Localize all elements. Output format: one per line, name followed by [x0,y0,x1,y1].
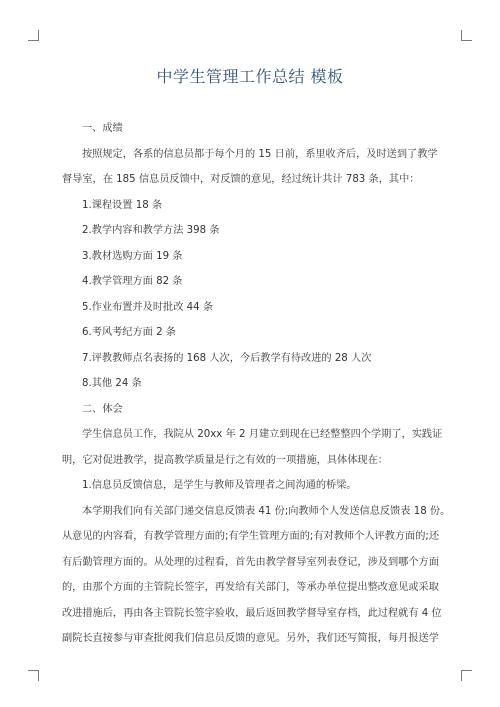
paragraph-line: 按照规定，各系的信息员都于每个月的 15 日前，系里收齐后，及时送到了教学 [82,148,438,160]
point-item: 1.信息员反馈信息，是学生与教师及管理者之间沟通的桥梁。 [82,480,357,491]
paragraph-line: 明，它对促进教学，提高教学质量是行之有效的一项措施，具体体现在： [62,454,388,466]
paragraph-line: 改进措施后，再由各主管院长签字验收，最后返回教学督导室存档，此过程就有 4 位 [62,607,442,619]
list-item: 5.作业布置并及时批改 44 条 [82,301,214,313]
paragraph-line: 副院长直接参与审查批阅我们信息员反馈的意见。另外，我们还写简报，每月报送学 [62,633,439,644]
list-item: 7.评教教师点名表扬的 168 人次，今后教学有待改进的 28 人次 [82,352,372,364]
paragraph-line: 有后勤管理方面的。从处理的过程看，首先由教学督导室列表登记，涉及到哪个方面 [62,556,439,568]
document-body [62,116,451,652]
corner-mark-bottom-right [461,670,472,681]
list-item: 4.教学管理方面 82 条 [82,276,183,287]
paragraph-line: 本学期我们向有关部门递交信息反馈表 41 份;向教师个人发送信息反馈表 18 份。 [82,505,451,517]
list-item: 6.考风考纪方面 2 条 [82,327,176,338]
section-heading-results: 一、成绩 [82,123,123,134]
corner-mark-top-right [461,30,472,41]
corner-mark-top-left [28,30,39,41]
paragraph-line: 学生信息员工作，我院从 20xx 年 2 月建立到现在已经整整四个学期了，实践证 [82,429,443,440]
list-item: 3.教材选购方面 19 条 [82,250,183,262]
paragraph-line: 从意见的内容看，有教学管理方面的;有学生管理方面的;有对教师个人评教方面的;还 [62,531,440,542]
corner-mark-bottom-left [28,670,39,681]
list-item: 2.教学内容和教学方法 398 条 [82,225,220,236]
paragraph-line: 督导室，在 185 信息员反馈中，对反馈的意见，经过统计共计 783 条，其中： [62,174,420,185]
list-item: 1.课程设置 18 条 [82,199,163,211]
list-item: 8.其他 24 条 [82,378,142,389]
section-heading-experience: 二、体会 [82,403,123,415]
paragraph-line: 的，由那个方面的主管院长签字，再发给有关部门，等承办单位提出整改意见或采取 [62,582,439,593]
document-title: 中学生管理工作总结 模板 [156,67,344,86]
